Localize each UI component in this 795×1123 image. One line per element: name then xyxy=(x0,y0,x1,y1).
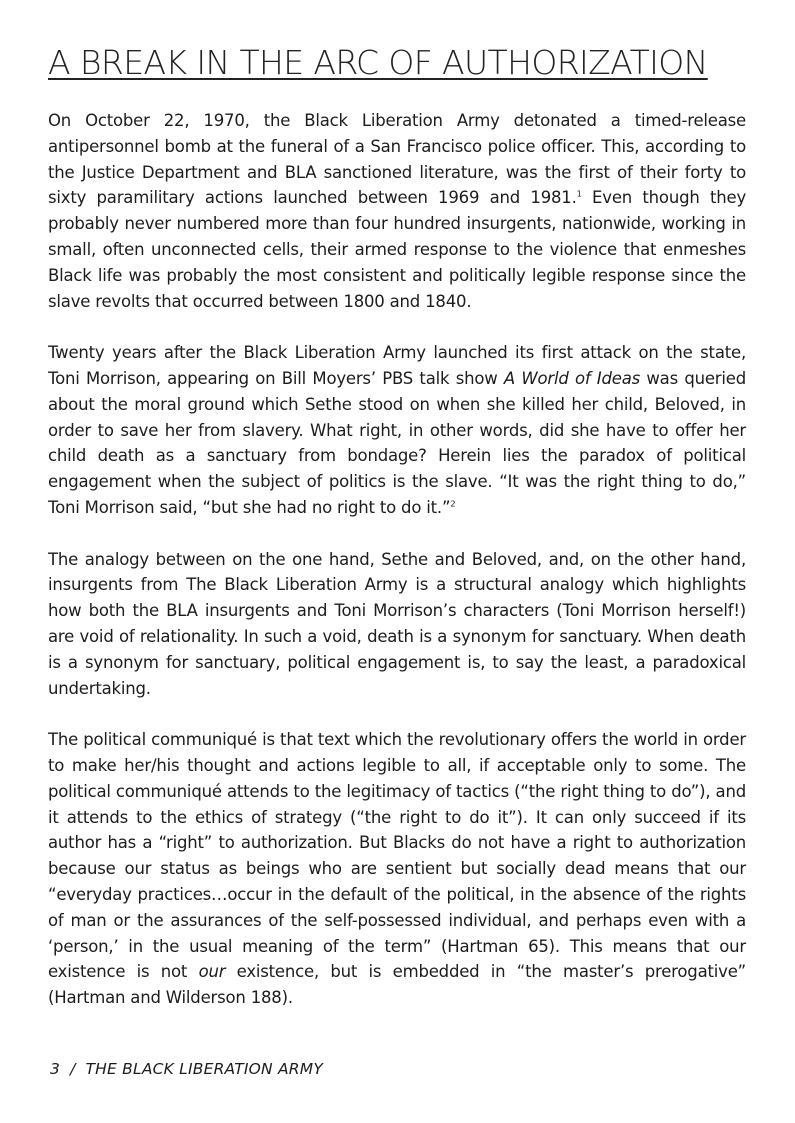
page-number: 3 xyxy=(50,1060,61,1078)
page-title: A BREAK IN THE ARC OF AUTHORIZATION xyxy=(48,43,708,82)
paragraph-2-text: Twenty years after the Black Liberation Army launched its first attack on the state, Toni Morrison, appearing on Bill Moyers’ PBS talk show xyxy=(48,343,746,388)
paragraph-3-text: The analogy between on the one hand, Sethe and Beloved, and, on the other hand, insurgents from The Black Liberation Army is a structural analogy which highlights how both the BLA insurgents and Toni Morrison’s characters (Toni Morrison herself!) are void of relationality. In such a void, death is a synonym for sanctuary. When death is a synonym for sanctuary, political engagement is, to say the least, a paradoxical undertaking. xyxy=(48,549,746,698)
paragraph-1-text-cont: Even though they probably never numbered more than four hundred insurgents, nationwide, working in small, often unconnected cells, their armed response to the violence that enmeshes Black life was probably the most consistent and politically legible response since the slave revolts that occurred between 1800 and 1840. xyxy=(48,188,747,311)
paragraph-2 xyxy=(48,340,746,521)
paragraph-4 xyxy=(48,727,746,1011)
paragraph-4-text: The political communiqué is that text which the revolutionary offers the world in order to make her/his thought and actions legible to all, if acceptable only to some. The political communiqué attends to the legitimacy of tactics (“the right thing to do”), and it attends to the ethics of strategy (“the right to do it”). It can only succeed if its author has a “right” to authorization. But Blacks do not have a right to authorization because our status as beings who are sentient but socially dead means that our “everyday practices…occur in the default of the political, in the absence of the rights of man or the assurances of the self-possessed individual, and perhaps even with a ‘person,’ in the usual meaning of the term” (Hartman 65). This means that our existence is not xyxy=(48,730,746,982)
footer-separator: / xyxy=(70,1060,76,1078)
emphasis-our: our xyxy=(198,962,226,982)
body-text xyxy=(48,108,746,1037)
page-footer xyxy=(50,1060,323,1078)
paragraph-2-text-cont: was queried about the moral ground which Sethe stood on when she killed her child, Beloved, in order to save her from slavery. What right, in other words, did she have to offer her child death as a sanctuary from bondage? Herein lies the paradox of political engagement when the subject of politics is the slave. “It was the right thing to do,” Toni Morrison said, “but she had no right to do it.” xyxy=(48,368,746,517)
footnote-ref-1: 1 xyxy=(576,188,582,199)
paragraph-1-text: On October 22, 1970, the Black Liberation Army detonated a timed-release antipersonnel bomb at the funeral of a San Francisco police officer. This, according to the Justice Department and BLA sanctioned literature, was the first of their forty to sixty paramilitary actions launched between 1969 and 1981. xyxy=(48,111,746,208)
paragraph-3 xyxy=(48,547,746,702)
show-title: A World of Ideas xyxy=(503,368,641,388)
paragraph-4-text-cont: existence, but is embedded in “the master’s prerogative” (Hartman and Wilderson 188). xyxy=(48,962,746,1008)
paragraph-1 xyxy=(48,108,746,314)
running-title: THE BLACK LIBERATION ARMY xyxy=(85,1060,323,1078)
footnote-ref-2: 2 xyxy=(450,498,456,509)
